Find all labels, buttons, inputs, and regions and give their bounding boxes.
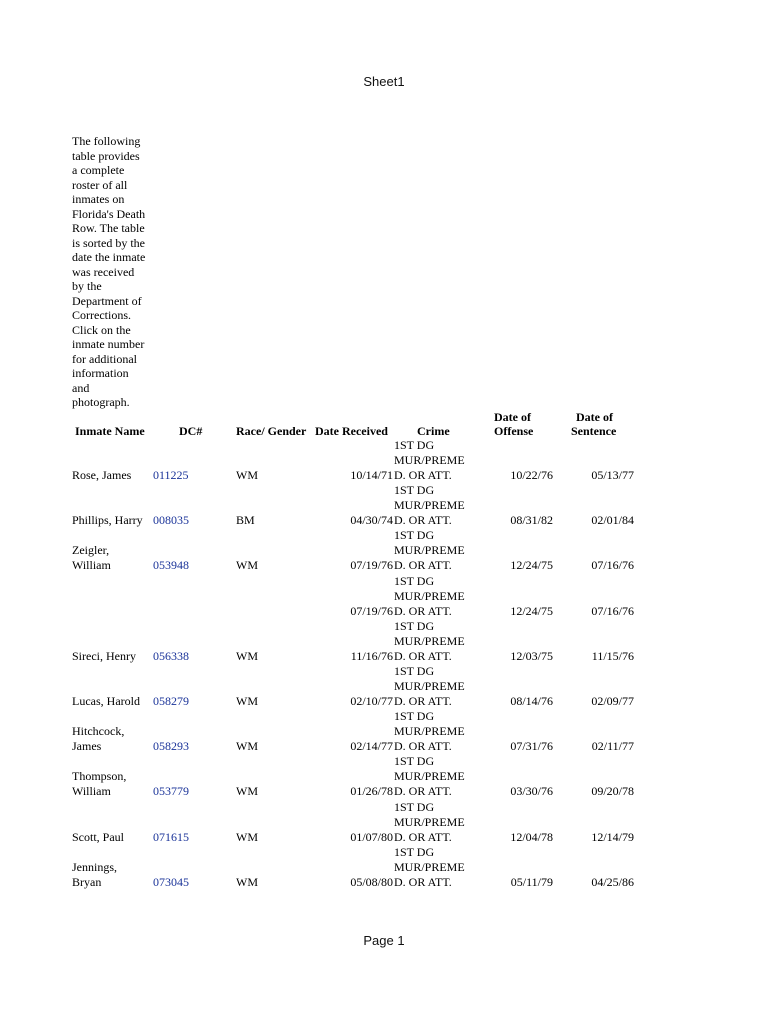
date-of-sentence: 05/13/77 bbox=[591, 468, 634, 482]
intro-line: inmate number bbox=[72, 337, 145, 351]
intro-line: Florida's Death bbox=[72, 206, 146, 221]
crime-cell-line: 1ST DG bbox=[394, 754, 435, 769]
intro-line: inmates on bbox=[72, 192, 125, 206]
intro-line: a complete bbox=[72, 163, 125, 177]
intro-line: information bbox=[72, 366, 129, 380]
race-gender: BM bbox=[236, 513, 255, 528]
page-number: Page 1 bbox=[363, 933, 405, 948]
inmate-name: Zeigler, bbox=[72, 543, 110, 558]
date-of-sentence: 04/25/86 bbox=[591, 874, 634, 889]
crime-cell-line: MUR/PREME bbox=[394, 543, 465, 558]
crime-cell-line: 1ST DG bbox=[394, 483, 435, 498]
intro-line: roster of all bbox=[72, 177, 128, 192]
header-crime: Crime bbox=[417, 424, 450, 438]
inmate-name: Lucas, Harold bbox=[72, 694, 140, 708]
crime-cell-line: D. OR ATT. bbox=[394, 739, 452, 754]
header-race-gender: Race/ Gender bbox=[236, 424, 307, 438]
race-gender: WM bbox=[236, 739, 258, 754]
date-of-sentence: 12/14/79 bbox=[591, 829, 634, 844]
crime-cell-line: MUR/PREME bbox=[394, 453, 465, 467]
inmate-name: William bbox=[72, 784, 111, 799]
date-received: 04/30/74 bbox=[350, 513, 393, 528]
crime-cell-line: 1ST DG bbox=[394, 438, 435, 452]
race-gender: WM bbox=[236, 829, 258, 844]
intro-line: by the bbox=[72, 279, 102, 293]
date-of-sentence: 07/16/76 bbox=[591, 603, 634, 618]
intro-line: Corrections. bbox=[72, 308, 131, 322]
intro-line: and bbox=[72, 380, 90, 395]
inmate-name: Scott, Paul bbox=[72, 829, 125, 844]
date-of-offense: 03/30/76 bbox=[510, 784, 553, 799]
date-of-offense: 07/31/76 bbox=[510, 739, 553, 754]
crime-cell-line: 1ST DG bbox=[394, 799, 435, 814]
crime-cell-line: D. OR ATT. bbox=[394, 874, 452, 889]
intro-line: was received bbox=[72, 264, 135, 279]
date-of-offense: 10/22/76 bbox=[510, 468, 553, 482]
date-of-sentence: 02/09/77 bbox=[591, 694, 634, 708]
intro-line: for additional bbox=[72, 351, 137, 366]
race-gender: WM bbox=[236, 784, 258, 799]
inmate-name: William bbox=[72, 558, 111, 573]
race-gender: WM bbox=[236, 874, 258, 889]
date-of-sentence: 02/01/84 bbox=[591, 513, 634, 528]
crime-cell-line: 1ST DG bbox=[394, 573, 435, 588]
crime-cell-line: D. OR ATT. bbox=[394, 784, 452, 799]
crime-cell-line: 1ST DG bbox=[394, 528, 435, 543]
date-of-offense: 08/14/76 bbox=[510, 694, 553, 708]
crime-cell-line: MUR/PREME bbox=[394, 588, 465, 603]
race-gender: WM bbox=[236, 694, 258, 708]
intro-line: date the inmate bbox=[72, 250, 146, 264]
inmate-number-link[interactable]: 053948 bbox=[153, 558, 189, 573]
crime-cell-line: MUR/PREME bbox=[394, 814, 465, 829]
header-dc-number: DC# bbox=[179, 424, 203, 438]
inmate-name: Jennings, bbox=[72, 859, 117, 874]
race-gender: WM bbox=[236, 648, 258, 663]
date-received: 11/16/76 bbox=[350, 648, 393, 663]
header-date-offense-line2: Offense bbox=[494, 424, 534, 438]
intro-line: Department of bbox=[72, 293, 142, 308]
crime-cell-line: D. OR ATT. bbox=[394, 829, 452, 844]
crime-cell-line: 1ST DG bbox=[394, 709, 435, 724]
date-received: 05/08/80 bbox=[350, 874, 393, 889]
intro-line: The following bbox=[72, 134, 141, 148]
date-received: 07/19/76 bbox=[350, 603, 393, 618]
inmate-number-link[interactable]: 058293 bbox=[153, 739, 189, 754]
date-received: 01/26/78 bbox=[350, 784, 393, 799]
date-received: 02/14/77 bbox=[350, 739, 393, 754]
inmate-number-link[interactable]: 073045 bbox=[153, 874, 189, 889]
intro-line: is sorted by the bbox=[72, 235, 145, 250]
date-of-offense: 12/24/75 bbox=[510, 603, 553, 618]
inmate-name: Sireci, Henry bbox=[72, 648, 136, 663]
inmate-name: Hitchcock, bbox=[72, 724, 125, 739]
date-of-sentence: 09/20/78 bbox=[591, 784, 634, 799]
date-of-offense: 12/24/75 bbox=[510, 558, 553, 573]
inmate-number-link[interactable]: 011225 bbox=[153, 468, 189, 482]
header-date-offense-line1: Date of bbox=[494, 410, 531, 424]
crime-cell-line: MUR/PREME bbox=[394, 679, 465, 693]
race-gender: WM bbox=[236, 468, 258, 482]
crime-cell-line: D. OR ATT. bbox=[394, 648, 452, 663]
inmate-name: Phillips, Harry bbox=[72, 513, 143, 528]
crime-cell-line: MUR/PREME bbox=[394, 498, 465, 513]
header-date-sentence-line2: Sentence bbox=[571, 424, 617, 438]
crime-cell-line: D. OR ATT. bbox=[394, 468, 452, 482]
date-of-offense: 08/31/82 bbox=[510, 513, 553, 528]
date-received: 10/14/71 bbox=[350, 468, 393, 482]
header-date-received: Date Received bbox=[315, 424, 388, 438]
intro-line: photograph. bbox=[72, 395, 130, 409]
crime-cell-line: MUR/PREME bbox=[394, 859, 465, 874]
intro-line: Row. The table bbox=[72, 221, 145, 235]
inmate-number-link[interactable]: 058279 bbox=[153, 694, 189, 708]
inmate-number-link[interactable]: 053779 bbox=[153, 784, 189, 799]
intro-line: table provides bbox=[72, 148, 140, 163]
date-of-offense: 05/11/79 bbox=[510, 874, 553, 889]
crime-cell-line: MUR/PREME bbox=[394, 633, 465, 648]
date-received: 01/07/80 bbox=[350, 829, 393, 844]
intro-text bbox=[72, 134, 154, 410]
crime-cell-line: D. OR ATT. bbox=[394, 513, 452, 528]
crime-cell-line: D. OR ATT. bbox=[394, 603, 452, 618]
inmate-name: Bryan bbox=[72, 874, 102, 889]
header-date-sentence-line1: Date of bbox=[576, 410, 613, 424]
inmate-name: Thompson, bbox=[72, 769, 127, 784]
race-gender: WM bbox=[236, 558, 258, 573]
date-of-offense: 12/03/75 bbox=[510, 648, 553, 663]
date-of-sentence: 11/15/76 bbox=[591, 648, 634, 663]
crime-cell-line: MUR/PREME bbox=[394, 769, 465, 784]
crime-cell-line: 1ST DG bbox=[394, 844, 435, 859]
date-of-sentence: 02/11/77 bbox=[591, 739, 634, 754]
inmate-number-link[interactable]: 008035 bbox=[153, 513, 189, 528]
crime-cell-line: 1ST DG bbox=[394, 618, 435, 633]
inmate-number-link[interactable]: 071615 bbox=[153, 829, 189, 844]
inmate-name: Rose, James bbox=[72, 468, 132, 482]
date-of-sentence: 07/16/76 bbox=[591, 558, 634, 573]
inmate-number-link[interactable]: 056338 bbox=[153, 648, 189, 663]
crime-cell-line: D. OR ATT. bbox=[394, 694, 452, 708]
header-inmate-name: Inmate Name bbox=[75, 424, 145, 438]
crime-cell-line: D. OR ATT. bbox=[394, 558, 452, 573]
date-received: 02/10/77 bbox=[350, 694, 393, 708]
date-received: 07/19/76 bbox=[350, 558, 393, 573]
crime-cell-line: MUR/PREME bbox=[394, 724, 465, 739]
sheet-title: Sheet1 bbox=[363, 74, 405, 89]
date-of-offense: 12/04/78 bbox=[510, 829, 553, 844]
intro-line: Click on the bbox=[72, 322, 131, 337]
inmate-name: James bbox=[72, 739, 102, 754]
crime-cell-line: 1ST DG bbox=[394, 664, 435, 678]
